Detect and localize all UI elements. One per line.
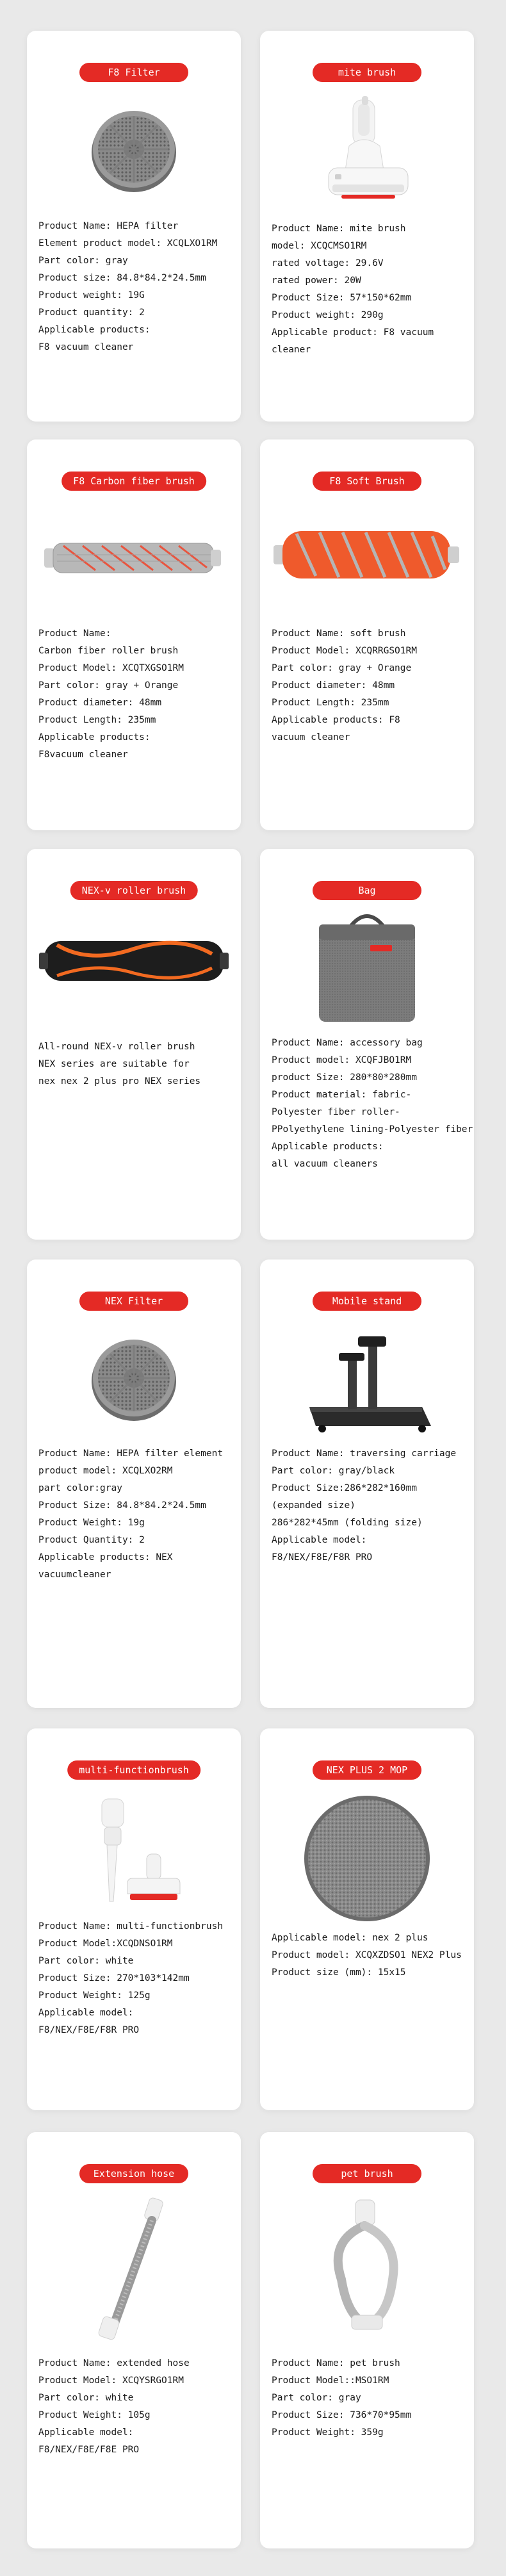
spec-line: Product Name: accessory bag	[272, 1038, 423, 1048]
spec-line: Product Model: XCQYSRGO1RM	[38, 2375, 184, 2386]
spec-line: F8/NEX/F8E/F8E PRO	[38, 2445, 140, 2455]
card-title-badge: mite brush	[313, 63, 421, 82]
spec-list	[272, 1930, 469, 1981]
spec-line: Part color: gray	[272, 2393, 361, 2403]
spec-list	[38, 625, 236, 764]
spec-line: Product Model: XCQRRGSO1RM	[272, 646, 417, 656]
spec-list	[38, 1038, 236, 1090]
spec-line: Product size: 84.8*84.2*24.5mm	[38, 273, 206, 283]
spec-line: Product Weight: 19g	[38, 1518, 145, 1528]
spec-line: Applicable product: F8 vacuum	[272, 327, 434, 338]
spec-line: Product Name: multi-functionbrush	[38, 1921, 224, 1932]
nex-roller-brush-image	[38, 926, 230, 996]
spec-line: Part color: white	[38, 1956, 134, 1966]
card-title-badge: NEX Filter	[79, 1292, 188, 1311]
spec-line: Product Model: XCQTXGSO1RM	[38, 663, 184, 673]
pet-brush-image	[303, 2196, 431, 2337]
spec-list	[38, 1445, 236, 1584]
product-card-bag[interactable]	[260, 849, 474, 1240]
spec-line: Product Model::MSO1RM	[272, 2375, 389, 2386]
spec-line: Product weight: 19G	[38, 290, 145, 300]
card-title-badge: multi-functionbrush	[67, 1760, 200, 1780]
spec-line: Product Size: 270*103*142mm	[38, 1973, 190, 1983]
spec-line: rated power: 20W	[272, 275, 361, 286]
spec-line: model: XCQCMSO1RM	[272, 241, 367, 251]
spec-line: Product Weight: 125g	[38, 1990, 151, 2001]
product-card-pet-brush[interactable]	[260, 2132, 474, 2548]
spec-line: Product Name:	[38, 628, 111, 639]
spec-list	[38, 2355, 236, 2459]
product-card-multi-function-brush[interactable]	[27, 1728, 241, 2110]
spec-line: nex nex 2 plus pro NEX series	[38, 1076, 201, 1087]
spec-line: Product Size:286*282*160mm	[272, 1483, 417, 1493]
spec-line: Product Size: 84.8*84.2*24.5mm	[38, 1500, 206, 1511]
card-title-badge: Extension hose	[79, 2164, 188, 2183]
spec-line: product model: XCQLXO2RM	[38, 1466, 173, 1476]
card-title-badge: NEX PLUS 2 MOP	[313, 1760, 421, 1780]
spec-line: PPolyethylene lining-Polyester fiber	[272, 1124, 473, 1135]
card-title-badge: F8 Carbon fiber brush	[61, 472, 206, 491]
product-card-nex-filter[interactable]	[27, 1259, 241, 1708]
product-card-extension-hose[interactable]	[27, 2132, 241, 2548]
spec-line: Product Weight: 359g	[272, 2427, 384, 2438]
spec-list	[38, 1918, 236, 2039]
card-title-badge: Bag	[313, 881, 421, 900]
spec-line: Polyester fiber roller-	[272, 1107, 400, 1117]
spec-line: cleaner	[272, 345, 311, 355]
spec-line: Applicable products: F8	[272, 715, 400, 725]
spec-line: Part color: gray + Orange	[38, 680, 179, 691]
spec-line: Applicable model: nex 2 plus	[272, 1933, 428, 1943]
spec-line: Part color: gray/black	[272, 1466, 395, 1476]
spec-line: Product Length: 235mm	[38, 715, 156, 725]
spec-line: Product quantity: 2	[38, 308, 145, 318]
product-card-mite-brush[interactable]	[260, 31, 474, 422]
product-card-carbon-fiber-brush[interactable]	[27, 439, 241, 830]
spec-line: Applicable products:	[38, 732, 151, 742]
multi-function-brush-image	[57, 1793, 211, 1914]
spec-line: Part color: white	[38, 2393, 134, 2403]
spec-line: Product Name: traversing carriage	[272, 1448, 457, 1459]
product-card-f8-filter[interactable]	[27, 31, 241, 422]
spec-line: Product diameter: 48mm	[38, 698, 162, 708]
product-card-soft-brush[interactable]	[260, 439, 474, 830]
soft-roller-brush-image	[271, 520, 463, 590]
mobile-stand-image	[297, 1330, 437, 1439]
spec-line: Product Name: HEPA filter element	[38, 1448, 224, 1459]
product-card-mobile-stand[interactable]	[260, 1259, 474, 1708]
spec-line: Product Name: pet brush	[272, 2358, 400, 2368]
spec-line: Carbon fiber roller brush	[38, 646, 179, 656]
spec-list	[272, 1035, 473, 1173]
spec-line: Applicable model:	[38, 2427, 134, 2438]
spec-line: F8vacuum cleaner	[38, 750, 128, 760]
spec-line: Product material: fabric-	[272, 1090, 412, 1100]
spec-line: Product Size: 736*70*95mm	[272, 2410, 412, 2420]
spec-line: Product Name: HEPA filter	[38, 221, 179, 231]
spec-line: Product Quantity: 2	[38, 1535, 145, 1545]
spec-line: F8/NEX/F8E/F8R PRO	[38, 2025, 140, 2035]
spec-line: part color:gray	[38, 1483, 122, 1493]
mite-brush-image	[303, 95, 431, 217]
product-card-nex-roller-brush[interactable]	[27, 849, 241, 1240]
spec-line: (expanded size)	[272, 1500, 355, 1511]
spec-line: Element product model: XCQLXO1RM	[38, 238, 218, 249]
spec-line: Applicable model:	[272, 1535, 367, 1545]
spec-list	[272, 625, 469, 746]
extension-hose-image	[70, 2195, 198, 2342]
spec-list	[272, 220, 469, 359]
hepa-filter-image	[86, 101, 182, 197]
spec-list	[38, 218, 236, 356]
spec-line: vacuumcleaner	[38, 1570, 111, 1580]
spec-line: Applicable products:	[272, 1142, 384, 1152]
spec-line: Product Size: 57*150*62mm	[272, 293, 412, 303]
spec-line: NEX series are suitable for	[38, 1059, 190, 1069]
spec-line: Product size (mm): 15x15	[272, 1967, 406, 1978]
spec-line: Applicable products: NEX	[38, 1552, 173, 1563]
spec-line: Product Length: 235mm	[272, 698, 389, 708]
card-title-badge: NEX-v roller brush	[70, 881, 198, 900]
spec-line: Product model: XCQFJBO1RM	[272, 1055, 412, 1065]
accessory-bag-image	[306, 907, 428, 1028]
spec-line: all vacuum cleaners	[272, 1159, 378, 1169]
spec-line: All-round NEX-v roller brush	[38, 1042, 195, 1052]
spec-line: Product model: XCQXZDSO1 NEX2 Plus	[272, 1950, 462, 1960]
spec-line: product Size: 280*80*280mm	[272, 1072, 417, 1083]
card-title-badge: Mobile stand	[313, 1292, 421, 1311]
spec-line: Part color: gray	[38, 256, 128, 266]
spec-line: 286*282*45mm (folding size)	[272, 1518, 423, 1528]
spec-line: Applicable products:	[38, 325, 151, 335]
spec-line: vacuum cleaner	[272, 732, 350, 742]
mop-pad-image	[297, 1791, 437, 1926]
spec-line: Applicable model:	[38, 2008, 134, 2018]
spec-line: Product Weight: 105g	[38, 2410, 151, 2420]
spec-line: Product Name: soft brush	[272, 628, 406, 639]
spec-line: F8 vacuum cleaner	[38, 342, 134, 352]
spec-line: Product diameter: 48mm	[272, 680, 395, 691]
spec-list	[272, 2355, 469, 2441]
card-title-badge: F8 Soft Brush	[313, 472, 421, 491]
card-title-badge: pet brush	[313, 2164, 421, 2183]
spec-line: Part color: gray + Orange	[272, 663, 412, 673]
spec-line: F8/NEX/F8E/F8R PRO	[272, 1552, 373, 1563]
spec-list	[272, 1445, 469, 1566]
spec-line: Product weight: 290g	[272, 310, 384, 320]
spec-line: Product Name: extended hose	[38, 2358, 190, 2368]
card-title-badge: F8 Filter	[79, 63, 188, 82]
spec-line: Product Model:XCQDNSO1RM	[38, 1939, 173, 1949]
carbon-fiber-roller-image	[38, 529, 230, 587]
spec-line: rated voltage: 29.6V	[272, 258, 384, 268]
hepa-filter-image	[86, 1330, 182, 1426]
spec-line: Product Name: mite brush	[272, 224, 406, 234]
product-card-nex-plus-2-mop[interactable]	[260, 1728, 474, 2110]
